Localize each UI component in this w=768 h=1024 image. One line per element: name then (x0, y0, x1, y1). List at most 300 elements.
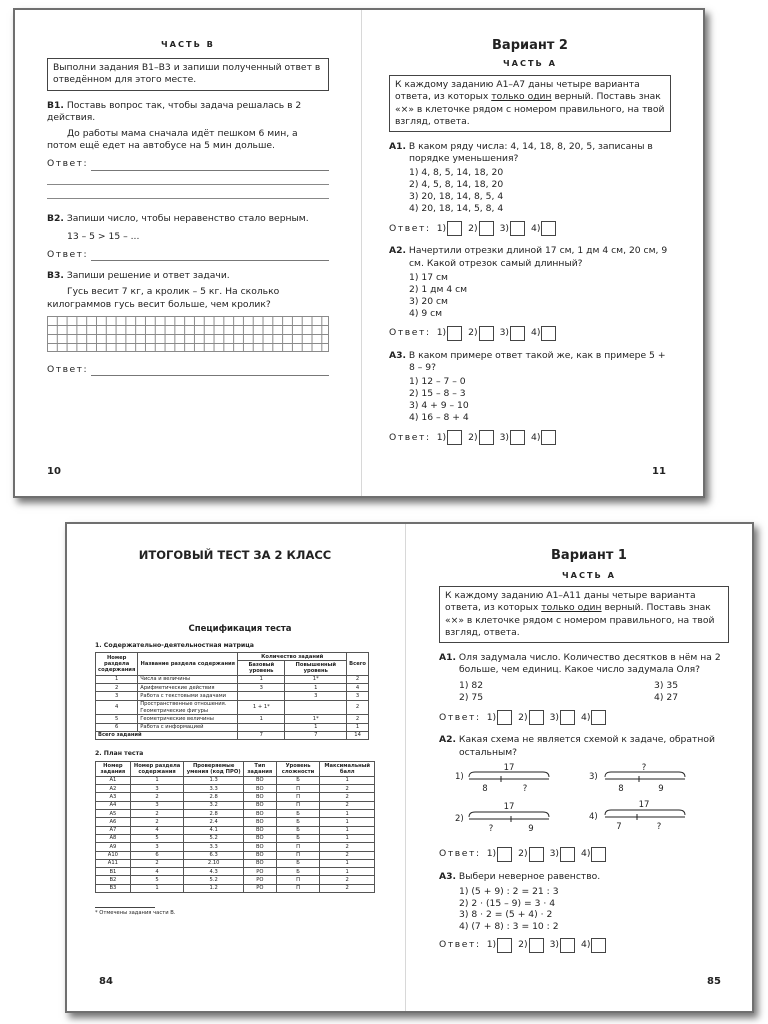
answer-checkbox[interactable] (529, 710, 544, 725)
spec-title: Спецификация теста (188, 624, 292, 634)
box-label: 3) (499, 222, 510, 234)
table-row (96, 675, 369, 683)
box-label: 3) (549, 848, 560, 860)
table-row (96, 818, 375, 826)
table-cell: 1 (320, 826, 375, 834)
instruction-underlined: только один (541, 602, 602, 614)
table-cell: ВО (243, 785, 276, 793)
table-cell: 5 (96, 715, 138, 723)
table-cell: 3 (130, 785, 184, 793)
task-number: А2. (439, 734, 456, 746)
task-text: Какая схема не является схемой к задаче, обратной остальным? (458, 734, 715, 758)
box-label: 4) (581, 711, 591, 723)
answer-boxes (389, 430, 671, 445)
table-row (96, 884, 375, 892)
table-header-cell: Уровень сложности (276, 762, 320, 777)
table-cell: 7 (285, 731, 347, 739)
table-cell: А6 (96, 818, 131, 826)
answer-checkbox[interactable] (479, 430, 494, 445)
box-label: 2) (468, 431, 478, 443)
box-label: 4) (581, 848, 591, 860)
table-cell: Б (276, 834, 320, 842)
task-number: В2. (47, 212, 64, 224)
answer-boxes (389, 326, 671, 341)
table-cell: А5 (96, 810, 131, 818)
th-adv: Повышенный уровень (285, 661, 347, 676)
option: 3) 4 + 9 – 10 (409, 400, 469, 412)
task-b1 (47, 100, 329, 153)
table-cell: А11 (96, 859, 131, 867)
answer-checkbox[interactable] (497, 710, 512, 725)
task-a1 (389, 141, 671, 215)
table-cell: Б (276, 859, 320, 867)
option: 4) 20, 18, 14, 5, 8, 4 (409, 203, 504, 215)
task-text: Запиши решение и ответ задачи. (66, 270, 230, 282)
table-cell: Б (276, 818, 320, 826)
scheme-left-part: ? (488, 823, 494, 834)
instruction-box (389, 75, 671, 132)
table-cell: РО (243, 884, 276, 892)
answer-label: Ответ: (439, 711, 481, 723)
table-row (96, 876, 375, 884)
table-cell: П (276, 851, 320, 859)
footnote: * Отмечены задания части В. (95, 910, 176, 917)
section-header: ЧАСТЬ А (562, 570, 616, 580)
table-cell: Всего заданий (96, 731, 238, 739)
table-cell: В1 (96, 868, 131, 876)
table-cell: А4 (96, 801, 131, 809)
task-a3 (439, 871, 729, 932)
table-cell: П (276, 876, 320, 884)
answer-boxes (389, 221, 671, 236)
answer-checkbox[interactable] (560, 938, 575, 953)
table-cell: 4.3 (184, 868, 244, 876)
top-spread (13, 8, 705, 498)
option: 2) 15 – 8 – 3 (409, 388, 466, 400)
option: 2) 2 · (15 – 9) = 3 · 4 (459, 897, 556, 909)
answer-checkbox[interactable] (591, 847, 606, 862)
answer-line[interactable] (47, 158, 329, 170)
table-row (96, 859, 375, 867)
section-header: ЧАСТЬ В (161, 39, 215, 49)
table-cell: Б (276, 868, 320, 876)
instruction-box: Выполни задания В1–В3 и запиши полученный ответ в отведённом для этого месте. (47, 58, 329, 90)
task-text: Поставь вопрос так, чтобы задача решалась в 2 действия. (47, 99, 302, 123)
answer-line-extra[interactable] (47, 185, 329, 199)
option: 4) 16 – 8 + 4 (409, 412, 469, 424)
table-cell: 3 (130, 801, 184, 809)
table-cell: 1 (320, 834, 375, 842)
task-a3 (389, 350, 671, 424)
table-cell: ВО (243, 776, 276, 784)
option: 2) 4, 5, 8, 14, 18, 20 (409, 179, 504, 191)
table-cell: 2.8 (184, 810, 244, 818)
answer-line-extra[interactable] (47, 171, 329, 185)
instruction-text: К каждому заданию А1–А7 даны четыре варианта ответа, из которых (395, 79, 640, 103)
table-cell: 6 (96, 723, 138, 731)
table-row (96, 801, 375, 809)
option: 1) 17 см (409, 271, 448, 283)
th-total: Всего (347, 653, 369, 676)
table-cell: 2.10 (184, 859, 244, 867)
table-cell: 2 (347, 675, 369, 683)
answer-label: Ответ: (389, 327, 431, 339)
table-cell: 3.2 (184, 801, 244, 809)
answer-checkbox[interactable] (591, 710, 606, 725)
answer-checkbox[interactable] (529, 847, 544, 862)
scheme-top: 17 (638, 799, 650, 810)
box-label: 4) (531, 222, 541, 234)
table-cell: 2 (130, 859, 184, 867)
task-number: В1. (47, 99, 64, 111)
table-cell: 1 + 1* (238, 700, 285, 715)
task-text: В каком примере ответ такой же, как в примере 5 + 8 – 9? (408, 349, 666, 374)
scheme-left-part: 8 (618, 783, 624, 794)
test-plan-table (95, 761, 375, 893)
table-cell: 3 (96, 692, 138, 700)
option: 1) 12 – 7 – 0 (409, 376, 466, 388)
table-cell: 2 (96, 684, 138, 692)
table-cell: Арифметические действия (138, 684, 238, 692)
table-cell: РО (243, 876, 276, 884)
content-matrix-table (95, 652, 369, 740)
option: 3) 20, 18, 14, 8, 5, 4 (409, 191, 504, 203)
table-cell: 1 (320, 810, 375, 818)
plan-title: 2. План теста (95, 750, 144, 758)
table-row (96, 843, 375, 851)
table-cell: 5.2 (184, 876, 244, 884)
option: 1) 82 (459, 680, 484, 692)
table-cell: 1 (320, 859, 375, 867)
scheme-4 (589, 800, 685, 832)
box-label: 3) (499, 431, 510, 443)
scheme-top: 17 (503, 801, 515, 812)
answer-checkbox[interactable] (447, 221, 462, 236)
task-text: Запиши число, чтобы неравенство стало верным. (66, 212, 309, 224)
answer-checkbox[interactable] (560, 847, 575, 862)
scheme-label: 2) (455, 813, 464, 824)
table-row (96, 868, 375, 876)
answer-underline (91, 162, 329, 171)
table-cell: Б (276, 776, 320, 784)
task-number: А3. (439, 870, 456, 882)
page-fold (361, 10, 362, 496)
answer-checkbox[interactable] (541, 221, 556, 236)
instruction-text: верный. Поставь знак «×» в клеточке рядом с номером правильного, на твой взгляд, ответа. (395, 91, 665, 127)
box-label: 2) (518, 711, 528, 723)
table-cell: 1 (238, 675, 285, 683)
box-label: 2) (518, 848, 528, 860)
table-cell: А7 (96, 826, 131, 834)
table-cell: 2.4 (184, 818, 244, 826)
answer-checkbox[interactable] (497, 938, 512, 953)
task-text: В каком ряду числа: 4, 14, 18, 8, 20, 5, записаны в порядке уменьшения? (408, 141, 653, 165)
scheme-right-part: 9 (658, 783, 664, 794)
answer-checkbox[interactable] (510, 430, 525, 445)
task-text: Оля задумала число. Количество десятков в нём на 2 больше, чем единиц. Какое число задумала Оля? (458, 652, 721, 676)
answer-label: Ответ: (389, 431, 431, 443)
answer-checkbox[interactable] (529, 938, 544, 953)
option: 2) 75 (459, 692, 484, 704)
task-number: А2. (389, 245, 406, 257)
answer-checkbox[interactable] (447, 430, 462, 445)
matrix-title: 1. Содержательно-деятельностная матрица (95, 642, 254, 649)
answer-label: Ответ: (47, 249, 89, 261)
table-header-cell: Тип задания (243, 762, 276, 777)
task-a1 (439, 652, 729, 704)
table-cell: Работа с текстовыми задачами (138, 692, 238, 700)
table-cell: 2 (130, 793, 184, 801)
table-cell: 3 (285, 692, 347, 700)
scheme-left-part: 8 (482, 783, 488, 794)
table-cell: 1.3 (184, 776, 244, 784)
page-10 (47, 38, 329, 376)
page-number: 10 (47, 466, 61, 477)
th-basic: Базовый уровень (238, 661, 285, 676)
scheme-right-part: ? (522, 783, 528, 794)
table-cell: 4 (347, 684, 369, 692)
table-header-cell: Проверяемые умения (код ПРО) (184, 762, 244, 777)
table-cell: ВО (243, 810, 276, 818)
table-cell: Б (276, 810, 320, 818)
instruction-text: К каждому заданию А1–А11 даны четыре варианта ответа, из которых (445, 590, 696, 614)
answer-label: Ответ: (439, 939, 481, 951)
task-text: Начертили отрезки длиной 17 см, 1 дм 4 см, 20 см, 9 см. Какой отрезок самый длинный? (408, 245, 668, 269)
table-row (96, 700, 369, 715)
table-cell: 1 (285, 723, 347, 731)
th-num: Номер раздела содержания (96, 653, 138, 676)
scheme-2 (455, 802, 549, 834)
page-number: 85 (707, 976, 721, 987)
table-cell: В3 (96, 884, 131, 892)
task-number: А1. (439, 652, 456, 664)
table-cell: 3 (347, 692, 369, 700)
table-cell: 2 (347, 700, 369, 715)
table-cell: Числа и величины (138, 675, 238, 683)
table-cell: 1* (285, 675, 347, 683)
test-title: ИТОГОВЫЙ ТЕСТ ЗА 2 КЛАСС (138, 548, 332, 562)
table-cell: ВО (243, 826, 276, 834)
answer-label: Ответ: (47, 158, 89, 170)
table-cell: 1.2 (184, 884, 244, 892)
table-header-cell: Максимальный балл (320, 762, 375, 777)
table-row (96, 684, 369, 692)
box-label: 1) (486, 939, 497, 951)
table-cell: 1 (130, 776, 184, 784)
table-cell: 4 (130, 868, 184, 876)
table-cell: 4.1 (184, 826, 244, 834)
solution-grid[interactable] (47, 316, 329, 352)
table-cell: 1 (285, 684, 347, 692)
table-cell: В2 (96, 876, 131, 884)
answer-checkbox[interactable] (510, 221, 525, 236)
task-story: Гусь весит 7 кг, а кролик – 5 кг. На сколько килограммов гусь весит больше, чем кролик? (47, 286, 280, 310)
table-cell: Геометрические величины (138, 715, 238, 723)
table-cell: ВО (243, 793, 276, 801)
table-cell: А10 (96, 851, 131, 859)
table-cell: 2.8 (184, 793, 244, 801)
scheme-left-part: 7 (616, 821, 622, 832)
options-list (439, 886, 729, 932)
table-cell: П (276, 801, 320, 809)
table-row (96, 793, 375, 801)
answer-checkbox[interactable] (447, 326, 462, 341)
scheme-3 (589, 763, 685, 794)
box-label: 4) (531, 431, 541, 443)
answer-underline (91, 252, 329, 261)
page-84 (95, 548, 385, 916)
table-cell: 1* (285, 715, 347, 723)
table-cell: 1 (130, 884, 184, 892)
table-cell: 4 (96, 700, 138, 715)
answer-boxes (439, 938, 729, 953)
table-cell: Б (276, 826, 320, 834)
table-cell: 2 (130, 818, 184, 826)
table-cell: 1 (320, 818, 375, 826)
options-list (439, 680, 729, 704)
page-number: 84 (99, 976, 113, 987)
answer-line[interactable] (47, 364, 329, 376)
answer-line[interactable] (47, 249, 329, 261)
table-cell: 5.2 (184, 834, 244, 842)
answer-checkbox[interactable] (479, 221, 494, 236)
schemes-diagram (439, 761, 729, 847)
answer-boxes (439, 847, 729, 862)
box-label: 3) (549, 711, 560, 723)
box-label: 1) (436, 327, 447, 339)
instruction-underlined: только один (491, 91, 552, 103)
answer-checkbox[interactable] (541, 430, 556, 445)
table-cell: 3.3 (184, 843, 244, 851)
box-label: 1) (486, 711, 497, 723)
instruction-box (439, 586, 729, 643)
table-cell: А1 (96, 776, 131, 784)
table-cell: 2 (320, 851, 375, 859)
table-cell: ВО (243, 843, 276, 851)
options-list (389, 272, 671, 320)
table-cell (285, 700, 347, 715)
table-cell: П (276, 785, 320, 793)
table-cell: Работа с информацией (138, 723, 238, 731)
table-cell: 2 (347, 715, 369, 723)
page-11 (389, 38, 671, 445)
task-story: До работы мама сначала идёт пешком 6 мин, а потом ещё едет на автобусе на 5 мин дольше. (47, 128, 298, 152)
answer-checkbox[interactable] (510, 326, 525, 341)
table-cell: 3 (238, 684, 285, 692)
table-row (96, 723, 369, 731)
table-header-cell: Номер задания (96, 762, 131, 777)
scheme-label: 4) (589, 811, 598, 822)
page-85 (439, 548, 729, 953)
table-cell: ВО (243, 818, 276, 826)
scheme-top: 17 (503, 762, 515, 773)
task-b2 (47, 213, 329, 243)
task-number: В3. (47, 270, 64, 282)
table-cell: 1 (320, 868, 375, 876)
table-cell: 1 (96, 675, 138, 683)
table-cell: ВО (243, 834, 276, 842)
option: 3) 35 (654, 680, 679, 692)
option: 3) 8 · 2 = (5 + 4) · 2 (459, 909, 553, 921)
page-number: 11 (652, 466, 666, 477)
scheme-top: ? (641, 762, 647, 773)
task-a2 (389, 245, 671, 319)
task-number: А1. (389, 141, 406, 153)
table-row (96, 715, 369, 723)
answer-checkbox[interactable] (560, 710, 575, 725)
bottom-spread (65, 522, 754, 1013)
option: 4) 27 (654, 692, 679, 704)
table-cell: 4 (130, 826, 184, 834)
table-row (96, 692, 369, 700)
scheme-right-part: 9 (528, 823, 534, 834)
scheme-label: 1) (455, 771, 464, 782)
table-cell: А3 (96, 793, 131, 801)
box-label: 2) (468, 327, 478, 339)
box-label: 1) (436, 222, 447, 234)
box-label: 4) (531, 327, 541, 339)
table-cell: 2 (320, 801, 375, 809)
table-cell: 6.3 (184, 851, 244, 859)
table-cell: 1 (347, 723, 369, 731)
table-cell: П (276, 884, 320, 892)
table-row (96, 851, 375, 859)
scheme-1 (455, 763, 549, 794)
answer-underline (91, 367, 329, 376)
table-cell (238, 723, 285, 731)
table-cell: А9 (96, 843, 131, 851)
answer-label: Ответ: (439, 848, 481, 860)
table-cell: 7 (238, 731, 285, 739)
table-cell: 2 (320, 884, 375, 892)
task-expression: 13 – 5 > 15 – ... (67, 230, 140, 242)
table-cell: 3 (130, 843, 184, 851)
table-cell: 1 (320, 776, 375, 784)
table-row (96, 834, 375, 842)
table-cell: 14 (347, 731, 369, 739)
options-list (389, 376, 671, 424)
answer-checkbox[interactable] (497, 847, 512, 862)
option: 3) 20 см (409, 295, 448, 307)
table-cell: 1 (238, 715, 285, 723)
box-label: 4) (581, 939, 591, 951)
table-cell: 2 (320, 785, 375, 793)
section-header: ЧАСТЬ А (503, 58, 557, 68)
table-cell: П (276, 793, 320, 801)
box-label: 1) (486, 848, 497, 860)
box-label: 3) (549, 939, 560, 951)
table-cell: ВО (243, 859, 276, 867)
box-label: 2) (468, 222, 478, 234)
table-cell: ВО (243, 801, 276, 809)
option: 1) (5 + 9) : 2 = 21 : 3 (459, 886, 559, 898)
answer-label: Ответ: (389, 222, 431, 234)
table-cell: А2 (96, 785, 131, 793)
answer-checkbox[interactable] (479, 326, 494, 341)
variant-title: Вариант 2 (492, 38, 568, 53)
answer-checkbox[interactable] (541, 326, 556, 341)
table-cell: 3.3 (184, 785, 244, 793)
task-b3 (47, 270, 329, 311)
table-cell: А8 (96, 834, 131, 842)
th-count: Количество заданий (238, 653, 347, 661)
option: 4) (7 + 8) : 3 = 10 : 2 (459, 920, 559, 932)
table-header-cell: Номер раздела содержания (130, 762, 184, 777)
answer-label: Ответ: (47, 363, 89, 375)
variant-title: Вариант 1 (551, 548, 627, 563)
answer-checkbox[interactable] (591, 938, 606, 953)
scheme-right-part: ? (656, 821, 662, 832)
